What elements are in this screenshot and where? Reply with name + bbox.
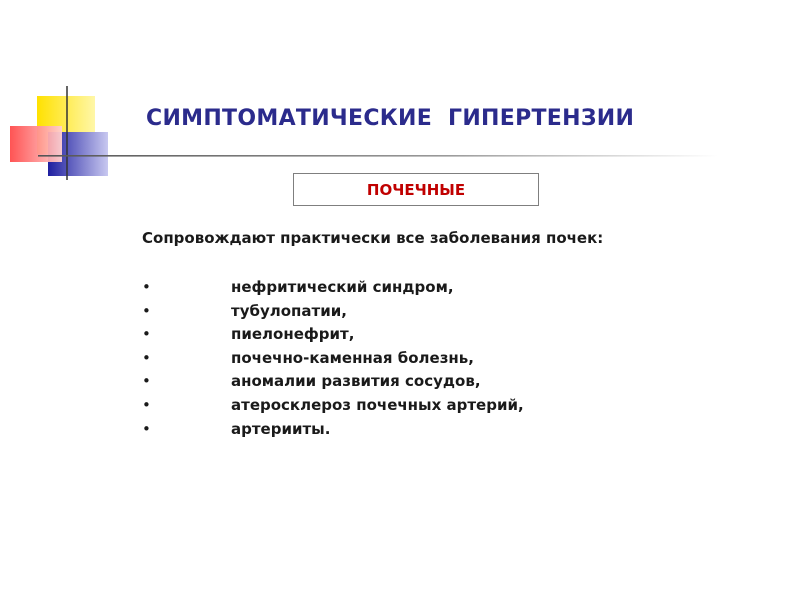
subtitle-text: ПОЧЕЧНЫЕ <box>366 180 466 199</box>
bullet-symbol: • <box>142 325 151 344</box>
decorative-logo <box>0 0 800 200</box>
list-item-text: пиелонефрит, <box>231 325 355 344</box>
list-item-text: тубулопатии, <box>231 301 347 320</box>
list-item-text: артерииты. <box>231 419 331 438</box>
bullet-symbol: • <box>142 301 151 320</box>
bullet-symbol: • <box>142 348 151 367</box>
bullet-symbol: • <box>142 419 151 438</box>
list-item-text: атеросклероз почечных артерий, <box>231 395 524 414</box>
subtitle-box <box>293 173 539 206</box>
bullet-symbol: • <box>142 278 151 296</box>
bullet-symbol: • <box>142 395 151 414</box>
slide-title: СИМПТОМАТИЧЕСКИЕ ГИПЕРТЕНЗИИ <box>146 106 635 131</box>
list-item-text: почечно-каменная болезнь, <box>231 348 474 367</box>
bullet-symbol: • <box>142 372 151 391</box>
list-item-text: нефритический синдром, <box>231 278 454 296</box>
deco-horizontal-line <box>38 155 718 157</box>
list-item-text: аномалии развития сосудов, <box>231 372 481 391</box>
intro-text: Сопровождают практически все заболевания почек: <box>142 229 604 247</box>
